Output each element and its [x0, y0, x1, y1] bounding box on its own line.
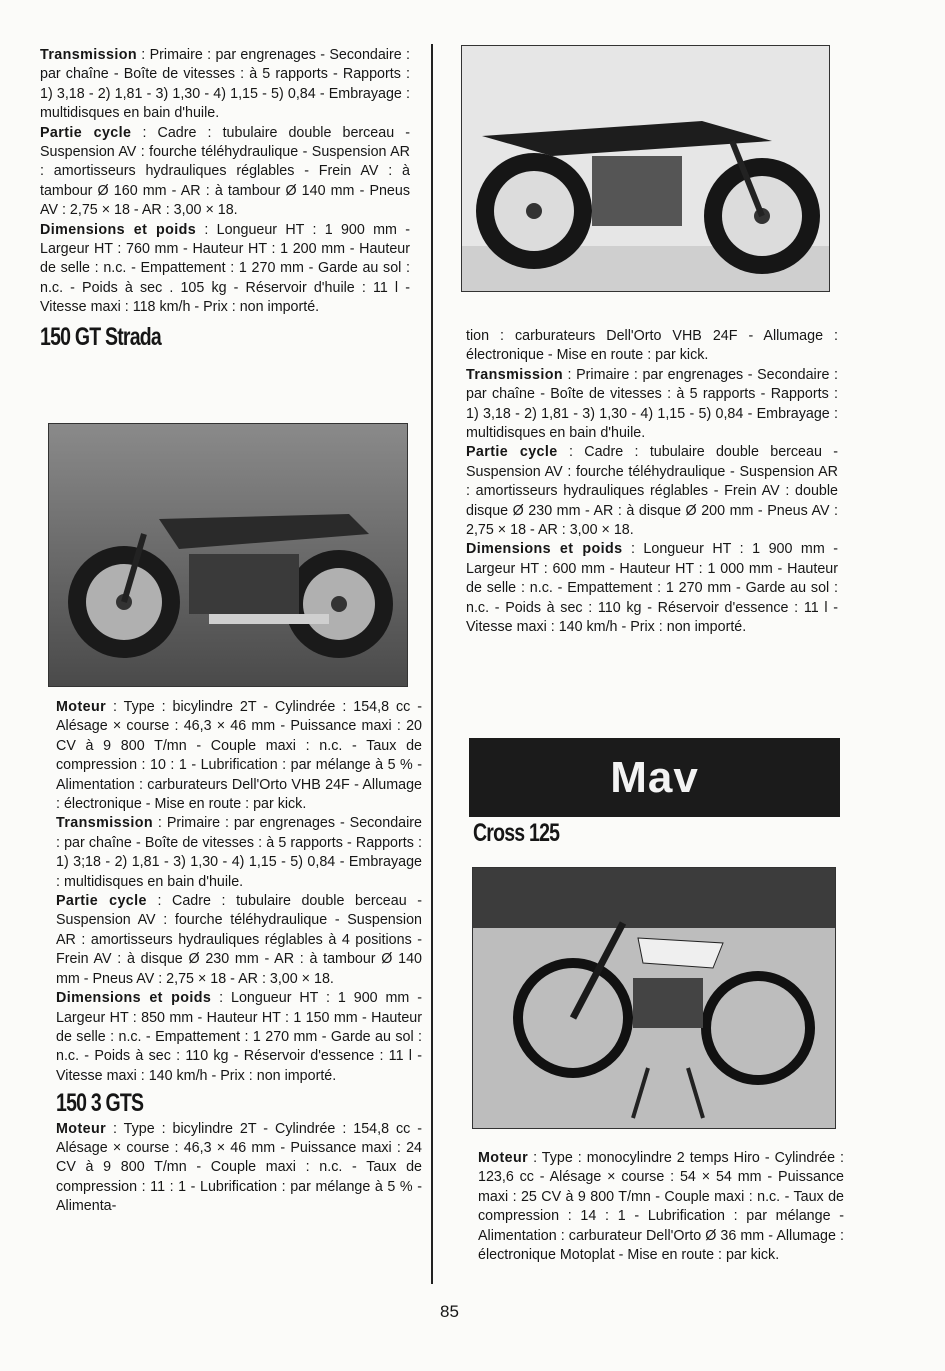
spec-label: Dimensions et poids — [40, 221, 197, 238]
strada-photo — [48, 423, 408, 687]
spec-label: Partie cycle — [466, 444, 558, 461]
gts-specs-start — [56, 1120, 422, 1217]
brand-banner: Mav — [469, 738, 840, 817]
spec-paragraph — [466, 366, 838, 444]
strada-heading: 150 GT Strada — [40, 322, 162, 351]
spec-text: : Type : bicylindre 2T - Cylindrée : 154,8 cc - Alésage × course : 46,3 × 46 mm - Puissance maxi : 20 CV à 9 800 T/mn - Couple maxi : n.c. - Taux de compression : 10 : 1 - Lubrification : par mélange à 5 % - Alimentation : carburateurs Dell'Orto VHB 24F - Allumage : électronique - Mise en route : par kick. — [56, 699, 422, 813]
spec-paragraph — [40, 221, 410, 318]
spec-paragraph — [56, 814, 422, 892]
motorcycle-photo-illustration — [462, 46, 829, 291]
left-column — [40, 46, 410, 353]
spec-label: Dimensions et poids — [466, 541, 623, 558]
spec-text: : Longueur HT : 1 900 mm - Largeur HT : 850 mm - Hauteur HT : 1 150 mm - Hauteur de selle : n.c. - Empattement : 1 270 mm - Garde au sol : n.c. - Poids à sec : 110 kg - Réservoir d'essence : 11 l - Vitesse maxi : 140 km/h - Prix : non importé. — [56, 990, 422, 1084]
spec-paragraph — [56, 698, 422, 814]
gts-heading: 150 3 GTS — [56, 1089, 144, 1118]
spec-label: Moteur — [56, 1120, 107, 1137]
gts-photo — [461, 45, 830, 292]
spec-text: : Cadre : tubulaire double berceau - Suspension AV : fourche téléhydraulique - Suspension AR : amortisseurs hydrauliques réglables - Frein AV : double disque Ø 230 mm - AR : à disque Ø 200 mm - Pneus AV : 2,75 × 18 - AR : 3,00 × 18. — [466, 444, 838, 539]
cross-heading-wrap — [473, 820, 833, 849]
spec-text: : Longueur HT : 1 900 mm - Largeur HT : 600 mm - Hauteur HT : 1 000 mm - Hauteur de selle : n.c. - Empattement : 1 270 mm - Garde au sol : n.c. - Poids à sec : 110 kg - Réservoir d'essence : 11 l - Vitesse maxi : 140 km/h - Prix : non importé. — [466, 541, 838, 636]
cross-specs — [478, 1149, 844, 1265]
spec-label: Partie cycle — [40, 124, 132, 141]
cross-photo — [472, 867, 836, 1129]
spec-paragraph — [56, 1120, 422, 1217]
cross-spec-block — [478, 1149, 844, 1265]
spec-text: : Cadre : tubulaire double berceau - Suspension AV : fourche téléhydraulique - Suspension AR : amortisseurs hydrauliques réglables - Frein AV : à tambour Ø 160 mm - AR : à tambour Ø 140 mm - Pneus AV : 2,75 × 18 - AR : 3,00 × 18. — [40, 124, 410, 219]
spec-text: : Primaire : par engrenages - Secondaire : par chaîne - Boîte de vitesses : à 5 rapports - Rapports : 1) 3,18 - 2) 1,81 - 3) 1,30 - 4) 1,15 - 5) 0,84 - Embrayage : multidisques en bain d'huile. — [466, 366, 838, 442]
strada-spec-block — [56, 698, 422, 1217]
spec-text: : Primaire : par engrenages - Secondaire : par chaîne - Boîte de vitesses : à 5 rapports - Rapports : 1) 3,18 - 2) 1,81 - 3) 1,30 - 4) 1,15 - 5) 0,84 - Embrayage : multidisques en bain d'huile. — [40, 47, 410, 122]
spec-text: : Longueur HT : 1 900 mm - Largeur HT : 760 mm - Hauteur HT : 1 200 mm - Hauteur de selle : n.c. - Empattement : 1 270 mm - Garde au sol : n.c. - Poids à sec . 105 kg - Réservoir d'huile : 11 l - Vitesse maxi : 118 km/h - Prix : non importé. — [40, 221, 411, 316]
spec-label: Transmission — [56, 815, 153, 832]
spec-label: Dimensions et poids — [56, 990, 212, 1007]
spec-text: : Primaire : par engrenages - Secondaire : par chaîne - Boîte de vitesses : à 5 rapports - Rapports : 1) 3;18 - 2) 1,81 - 3) 1,30 - 4) 1,15 - 5) 0,84 - Embrayage : multidisques en bain d'huile. — [56, 815, 422, 890]
spec-paragraph — [466, 443, 838, 540]
spec-paragraph — [466, 327, 838, 366]
spec-paragraph — [56, 892, 422, 989]
spec-text: : Type : bicylindre 2T - Cylindrée : 154,8 cc - Alésage × course : 46,3 × 46 mm - Puissance maxi : 24 CV à 9 800 T/mn - Couple maxi : n.c. - Taux de compression : 11 : 1 - Lubrification : par mélange à 5 % - Alimenta- — [56, 1120, 422, 1215]
spec-paragraph — [56, 989, 422, 1086]
spec-paragraph — [40, 46, 410, 124]
strada-specs — [56, 698, 422, 1086]
spec-label: Transmission — [40, 47, 137, 63]
column-divider — [431, 44, 433, 1284]
spec-label: Transmission — [466, 366, 563, 383]
spec-paragraph — [40, 124, 410, 221]
top-spec-block — [40, 46, 410, 318]
spec-label: Moteur — [56, 699, 107, 715]
page-number: 85 — [440, 1302, 459, 1321]
spec-text: tion : carburateurs Dell'Orto VHB 24F - Allumage : électronique - Mise en route : par kick. — [466, 328, 838, 364]
spec-label: Moteur — [478, 1150, 529, 1166]
spec-text: : Type : monocylindre 2 temps Hiro - Cylindrée : 123,6 cc - Alésage × course : 54 × 54 mm - Puissance maxi : 25 CV à 9 800 T/mn - Couple maxi : n.c. - Taux de compression : 14 : 1 - Lubrification : par mélange - Alimentation : carburateur Dell'Orto Ø 36 mm - Allumage : électronique Motoplat - Mise en route : par kick. — [478, 1150, 844, 1264]
gts-spec-continued — [466, 327, 838, 638]
spec-paragraph — [478, 1149, 844, 1265]
motorcycle-photo-illustration — [49, 424, 407, 686]
gts-specs-continued — [466, 327, 838, 638]
spec-label: Partie cycle — [56, 893, 147, 910]
spec-paragraph — [466, 540, 838, 637]
spec-text: : Cadre : tubulaire double berceau - Suspension AV : fourche téléhydraulique - Suspension AR : amortisseurs hydrauliques réglables à 4 positions - Frein AV : à disque Ø 230 mm - AR : à tambour Ø 140 mm - Pneus AV : 2,75 × 18 - AR : 3,00 × 18. — [56, 893, 422, 987]
cross-heading: Cross 125 — [473, 819, 560, 847]
motorcycle-photo-illustration — [473, 868, 835, 1128]
